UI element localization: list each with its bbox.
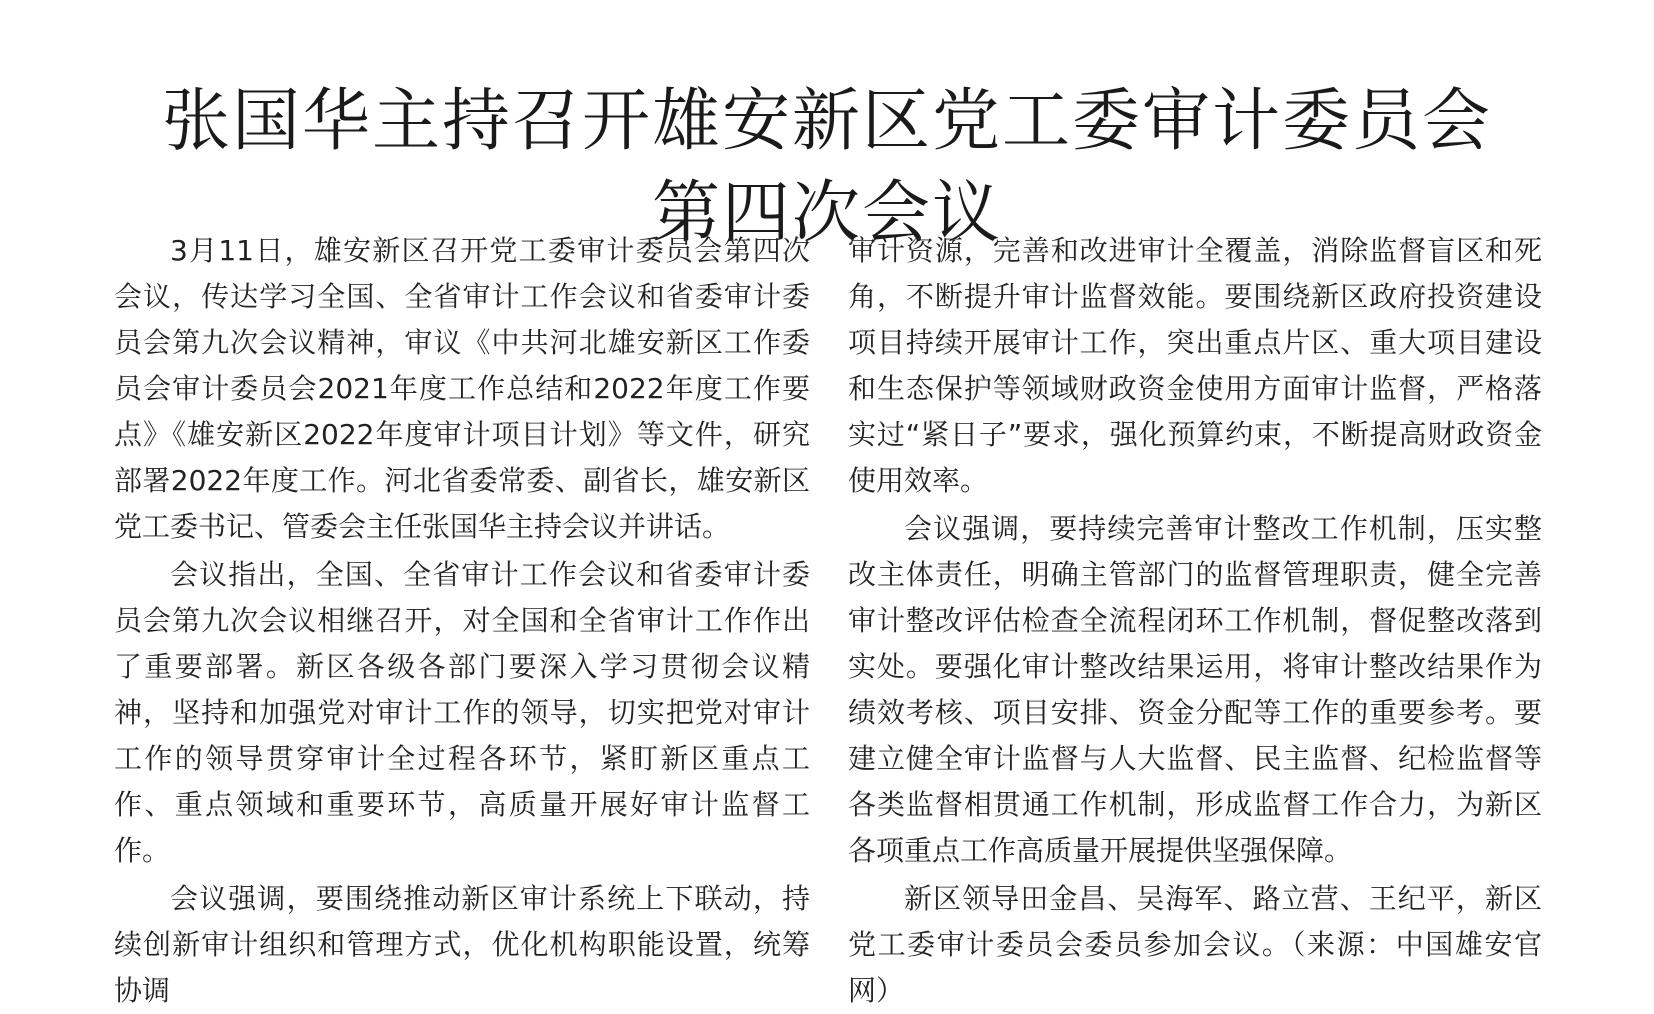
paragraph-2: 会议指出，全国、全省审计工作会议和省委审计委员会第九次会议相继召开，对全国和全省审计工作作出了重要部署。新区各级各部门要深入学习贯彻会议精神，坚持和加强党对审计工作的领导，切实把党对审计工作的领导贯穿审计全过程各环节，紧盯新区重点工作、重点领域和重要环节，高质量开展好审计监督工作。: [114, 558, 810, 867]
paragraph-4: 会议强调，要持续完善审计整改工作机制，压实整改主体责任，明确主管部门的监督管理职责，健全完善审计整改评估检查全流程闭环工作机制，督促整改落到实处。要强化审计整改结果运用，将审计整改结果作为绩效考核、项目安排、资金分配等工作的重要参考。要建立健全审计监督与人大监督、民主监督、纪检监督等各类监督相贯通工作机制，形成监督工作合力，为新区各项重点工作高质量开展提供坚强保障。: [848, 512, 1542, 867]
paragraph-1: 3月11日，雄安新区召开党工委审计委员会第四次会议，传达学习全国、全省审计工作会议和省委审计委员会第九次会议精神，审议《中共河北雄安新区工作委员会审计委员会2021年度工作总结和2022年度工作要点》《雄安新区2022年度审计项目计划》等文件，研究部署2022年度工作。河北省委常委、副省长，雄安新区党工委书记、管委会主任张国华主持会议并讲话。: [114, 234, 810, 543]
article-left-column: [114, 228, 810, 1014]
paragraph-3: 会议强调，要围绕推动新区审计系统上下联动，持续创新审计组织和管理方式，优化机构职能设置，统筹协调: [114, 882, 810, 1007]
article-title-line-1: 张国华主持召开雄安新区党工委审计委员会: [161, 81, 1492, 161]
article-right-column: [848, 228, 1542, 1014]
paragraph-5: 新区领导田金昌、吴海军、路立营、王纪平，新区党工委审计委员会委员参加会议。（来源：中国雄安官网）: [848, 882, 1542, 1007]
paragraph-3-continued: 审计资源，完善和改进审计全覆盖，消除监督盲区和死角，不断提升审计监督效能。要围绕新区政府投资建设项目持续开展审计工作，突出重点片区、重大项目建设和生态保护等领域财政资金使用方面审计监督，严格落实过“紧日子”要求，强化预算约束，不断提高财政资金使用效率。: [848, 234, 1542, 497]
article-title-line-2: 第四次会议: [651, 173, 1002, 253]
